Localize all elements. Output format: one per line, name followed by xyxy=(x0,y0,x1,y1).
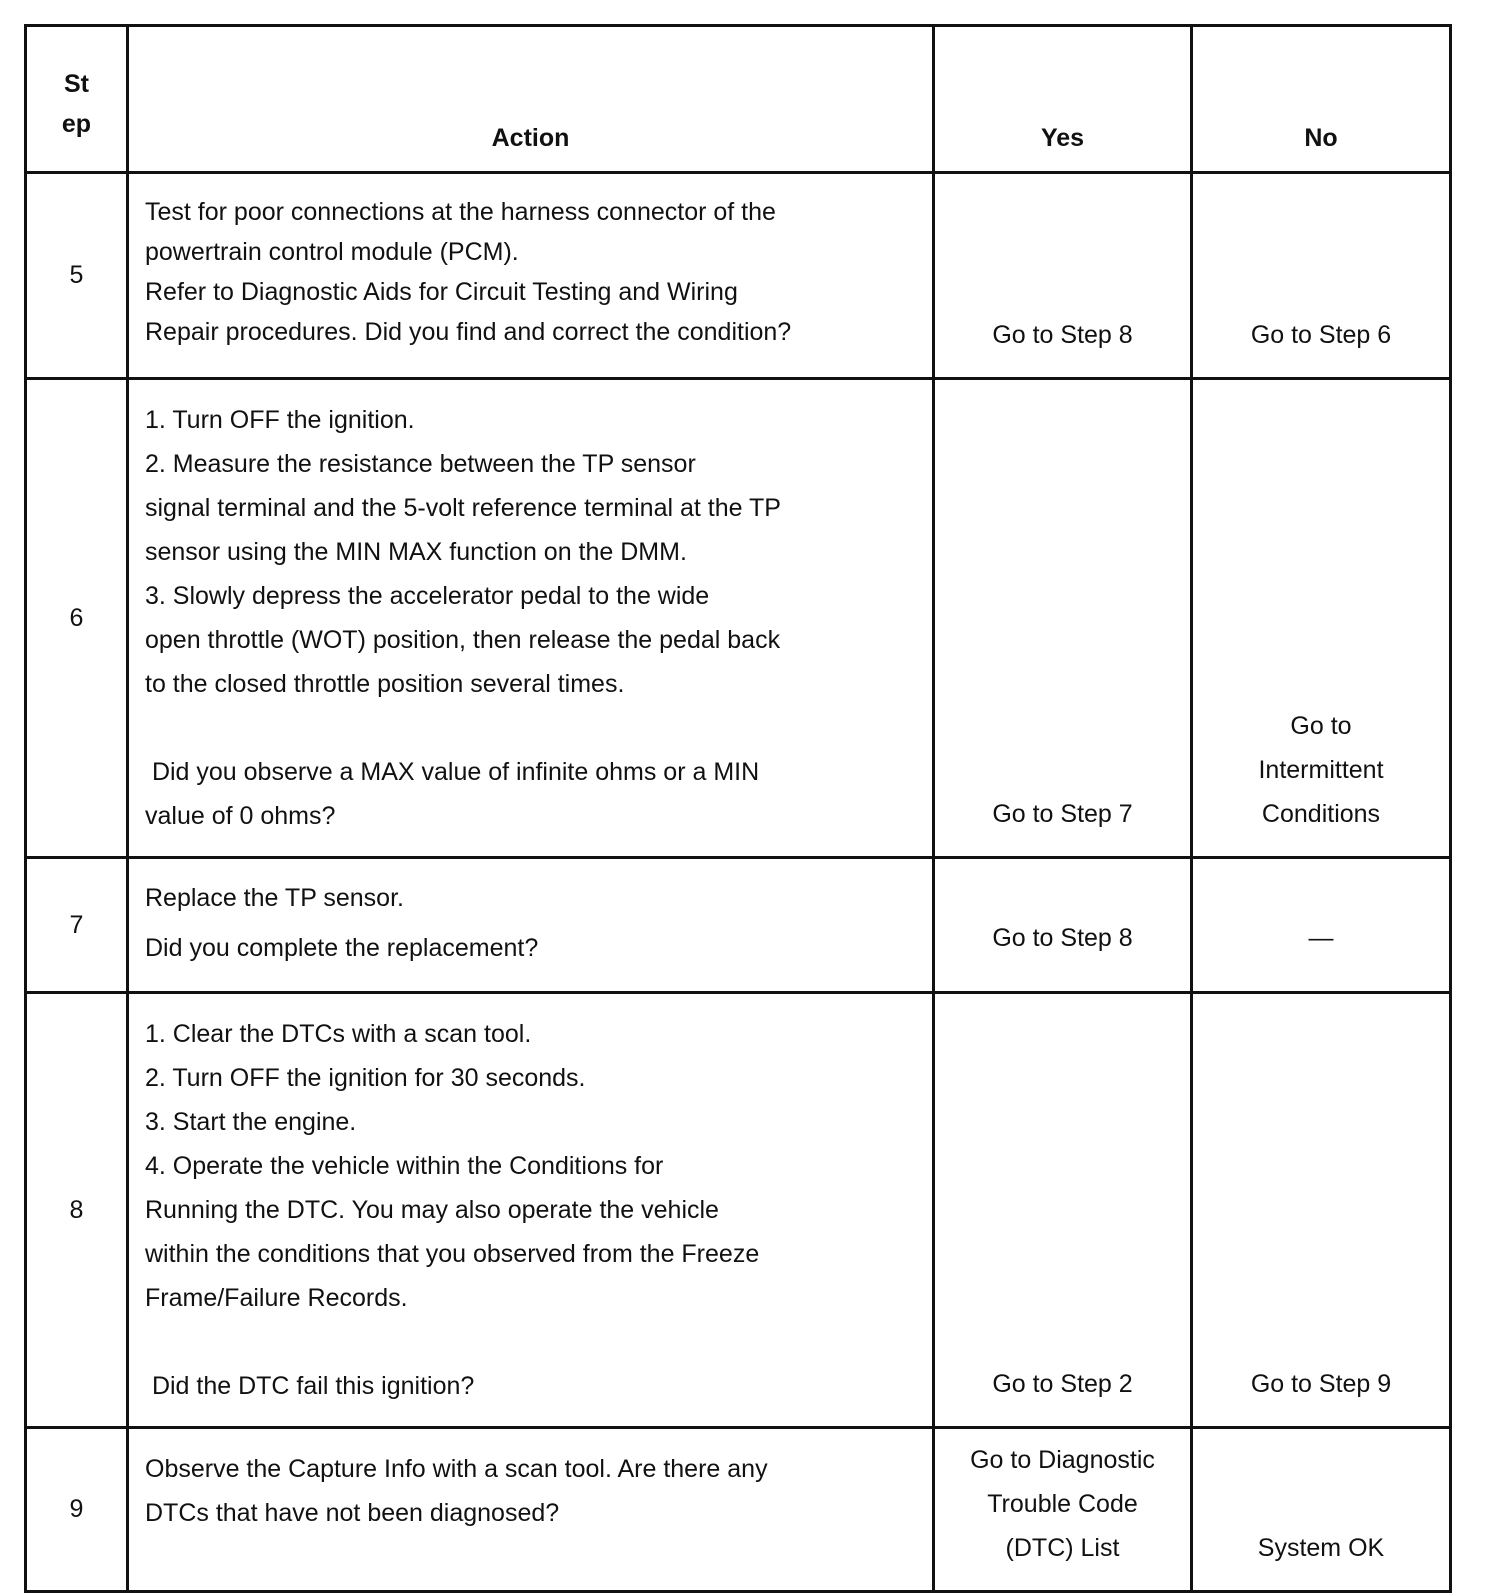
spacer xyxy=(145,1320,916,1364)
action-line: Did you complete the replacement? xyxy=(145,934,539,962)
action-line: Replace the TP sensor. xyxy=(145,884,404,912)
action-cell xyxy=(128,1428,934,1592)
yes-line: Go to Step 7 xyxy=(992,800,1133,828)
action-line: 2. Measure the resistance between the TP sensor xyxy=(145,450,696,478)
step-number: 7 xyxy=(26,858,128,993)
no-line: Conditions xyxy=(1261,800,1381,828)
action-line: 1. Clear the DTCs with a scan tool. xyxy=(145,1020,532,1048)
step-number: 6 xyxy=(26,379,128,858)
action-line: powertrain control module (PCM). xyxy=(145,238,519,266)
header-row xyxy=(26,26,1451,173)
yes-cell xyxy=(934,858,1192,993)
step-number: 8 xyxy=(26,993,128,1428)
action-line: value of 0 ohms? xyxy=(145,802,336,830)
action-line: 3. Slowly depress the accelerator pedal to the wide xyxy=(145,582,710,610)
action-line: 1. Turn OFF the ignition. xyxy=(145,406,415,434)
action-line: 4. Operate the vehicle within the Conditions for xyxy=(145,1152,664,1180)
action-line: 3. Start the engine. xyxy=(145,1108,357,1136)
action-cell xyxy=(128,173,934,379)
action-line: signal terminal and the 5-volt reference terminal at the TP xyxy=(145,494,781,522)
action-cell xyxy=(128,858,934,993)
action-line: to the closed throttle position several times. xyxy=(145,670,625,698)
action-line: Test for poor connections at the harness connector of the xyxy=(145,198,776,226)
header-yes: Yes xyxy=(934,26,1192,173)
no-line: Intermittent xyxy=(1258,756,1384,784)
step-number: 9 xyxy=(26,1428,128,1592)
no-line: System OK xyxy=(1257,1534,1385,1562)
action-cell xyxy=(128,993,934,1428)
action-cell xyxy=(128,379,934,858)
yes-line: Trouble Code xyxy=(987,1490,1138,1518)
table-row-step-6 xyxy=(26,379,1451,858)
header-step-line2: ep xyxy=(61,110,92,138)
action-line: open throttle (WOT) position, then release the pedal back xyxy=(145,626,781,654)
action-question: Did the DTC fail this ignition? xyxy=(145,1372,475,1400)
yes-cell xyxy=(934,173,1192,379)
action-line: sensor using the MIN MAX function on the DMM. xyxy=(145,538,687,566)
header-no: No xyxy=(1192,26,1451,173)
yes-line: Go to Step 8 xyxy=(992,321,1133,349)
no-line: Go to xyxy=(1290,712,1352,740)
no-line: — xyxy=(1308,924,1334,952)
action-line: Refer to Diagnostic Aids for Circuit Testing and Wiring xyxy=(145,278,738,306)
header-step-line1: St xyxy=(64,70,89,98)
yes-line: Go to Diagnostic xyxy=(970,1446,1155,1474)
action-line: DTCs that have not been diagnosed? xyxy=(145,1499,560,1527)
no-cell xyxy=(1192,379,1451,858)
spacer xyxy=(145,706,916,750)
table-row-step-9 xyxy=(26,1428,1451,1592)
yes-cell xyxy=(934,993,1192,1428)
action-line: Repair procedures. Did you find and correct the condition? xyxy=(145,318,792,346)
no-cell xyxy=(1192,173,1451,379)
no-cell xyxy=(1192,993,1451,1428)
action-line: within the conditions that you observed from the Freeze xyxy=(145,1240,760,1268)
no-cell xyxy=(1192,858,1451,993)
table-row-step-5 xyxy=(26,173,1451,379)
table-row-step-8 xyxy=(26,993,1451,1428)
no-cell xyxy=(1192,1428,1451,1592)
step-number: 5 xyxy=(26,173,128,379)
yes-line: Go to Step 8 xyxy=(992,924,1133,952)
no-line: Go to Step 9 xyxy=(1250,1370,1392,1398)
table-row-step-7 xyxy=(26,858,1451,993)
action-question: Did you observe a MAX value of infinite ohms or a MIN xyxy=(145,758,760,786)
action-line: Frame/Failure Records. xyxy=(145,1284,408,1312)
yes-cell xyxy=(934,379,1192,858)
yes-cell xyxy=(934,1428,1192,1592)
action-line: 2. Turn OFF the ignition for 30 seconds. xyxy=(145,1064,586,1092)
yes-line: Go to Step 2 xyxy=(992,1370,1133,1398)
diagnostic-table xyxy=(24,24,1452,1593)
action-line: Observe the Capture Info with a scan tool. Are there any xyxy=(145,1455,768,1483)
header-action: Action xyxy=(128,26,934,173)
no-line: Go to Step 6 xyxy=(1250,321,1392,349)
header-step xyxy=(26,26,128,173)
yes-line: (DTC) List xyxy=(1005,1534,1120,1562)
action-line: Running the DTC. You may also operate the vehicle xyxy=(145,1196,719,1224)
